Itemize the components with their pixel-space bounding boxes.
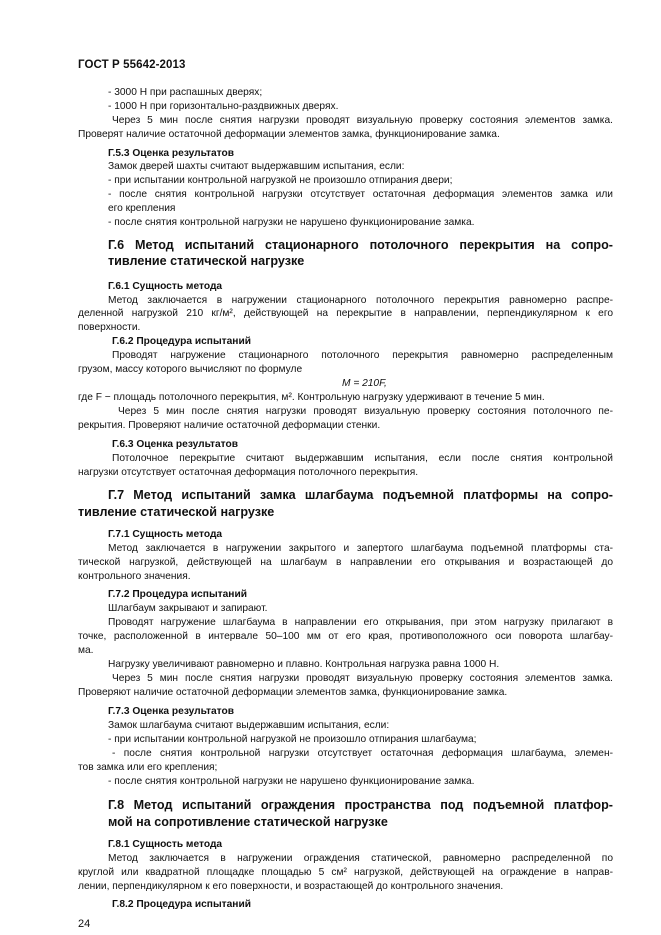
list-item: - при испытании контрольной нагрузкой не произошло отпирания шлагбаума; [108,734,477,745]
section-heading: тивление статической нагрузке [78,505,275,519]
paragraph-line: рекрытия. Проверяют наличие остаточной деформации стенки. [78,420,381,431]
paragraph-line: поверхности. [78,322,141,333]
page-number: 24 [78,918,91,930]
paragraph-line: контрольного значения. [78,571,191,582]
paragraph-line: Проверяют наличие остаточной деформации элементов замка, функционирование замка. [78,687,508,698]
paragraph-line: Потолочное перекрытие считают выдержавшим испытания, если после снятия контрольной [112,453,613,464]
list-item: - после снятия контрольной нагрузки отсутствует остаточная деформация шлагбаума, элемен- [112,748,613,759]
paragraph-line: грузом, массу которого вычисляют по формуле [78,364,303,375]
paragraph-line: Нагрузку увеличивают равномерно и плавно. Контрольная нагрузка равна 1000 Н. [108,659,500,670]
subsection-heading: Г.5.3 Оценка результатов [108,148,234,159]
paragraph-line: Проверят наличие остаточной деформации элементов замка, функционирование замка. [78,129,500,140]
subsection-heading: Г.7.3 Оценка результатов [108,706,234,717]
subsection-heading: Г.7.2 Процедура испытаний [108,589,247,600]
paragraph-line: Замок шлагбаума считают выдержавшим испытания, если: [108,720,390,731]
paragraph-line: Проводят нагружение шлагбаума в направлении его открывания, при этом нагрузку прилагают в [108,617,613,628]
list-item: - после снятия контрольной нагрузки отсутствует остаточная деформация элементов замка или [108,189,613,200]
formula: M = 210F, [342,378,387,389]
subsection-heading: Г.6.2 Процедура испытаний [112,336,251,347]
list-item: - 3000 Н при распашных дверях; [108,87,263,98]
section-heading: тивление статической нагрузке [108,254,305,268]
paragraph-line: лении, перпендикулярном к его поверхности, и возрастающей до контрольного значения. [78,881,504,892]
section-heading: мой на сопротивление статической нагрузке [108,815,388,829]
paragraph-line: точке, расположенной в интервале 50–100 мм от его края, противоположного оси поворота шлагбау- [78,631,613,642]
list-item: его крепления [108,203,176,214]
subsection-heading: Г.6.1 Сущность метода [108,281,223,292]
subsection-heading: Г.7.1 Сущность метода [108,529,223,540]
section-heading: Г.8 Метод испытаний ограждения пространства под подъемной платфор- [108,798,613,812]
list-item: - после снятия контрольной нагрузки не нарушено функционирование замка. [108,217,475,228]
paragraph-line: ма. [78,645,94,656]
paragraph-line: Проводят нагружение стационарного потолочного перекрытия равномерно распределенным [112,350,613,361]
list-item: - после снятия контрольной нагрузки не нарушено функционирование замка. [108,776,475,787]
subsection-heading: Г.6.3 Оценка результатов [112,439,238,450]
paragraph-line: Замок дверей шахты считают выдержавшим испытания, если: [108,161,405,172]
paragraph-line: нагрузки отсутствует остаточная деформация потолочного перекрытия. [78,467,419,478]
paragraph-line: тической нагрузкой, действующей на шлагбаум в направлении его открывания и возрастающей до [78,557,613,568]
paragraph-line: Метод заключается в нагружении закрытого и запертого шлагбаума подъемной платформы ста- [108,543,613,554]
list-item: тов замка или его крепления; [78,762,218,773]
list-item: - 1000 Н при горизонтально-раздвижных дверях. [108,101,339,112]
subsection-heading: Г.8.2 Процедура испытаний [112,899,251,910]
paragraph-line: круглой или квадратной площадке площадью 5 см² нагрузкой, действующей на ограждение в направ- [78,867,613,878]
paragraph-line: Метод заключается в нагружении стационарного потолочного перекрытия равномерно распре- [108,295,613,306]
paragraph-line: Через 5 мин после снятия нагрузки проводят визуальную проверку состояния элементов замка. [112,115,613,126]
paragraph-line: Через 5 мин после снятия нагрузки проводят визуальную проверку состояния потолочного пе- [118,406,613,417]
subsection-heading: Г.8.1 Сущность метода [108,839,223,850]
section-heading: Г.7 Метод испытаний замка шлагбаума подъемной платформы на сопро- [108,488,613,502]
paragraph-line: деленной нагрузкой 210 кг/м², действующей на перекрытие в направлении, перпендикулярном к его [78,308,613,319]
paragraph-line: Шлагбаум закрывают и запирают. [108,603,268,614]
paragraph-line: Метод заключается в нагружении ограждения статической, равномерно распределенной по [108,853,613,864]
paragraph-line: где F − площадь потолочного перекрытия, м². Контрольную нагрузку удерживают в течение 5 мин. [78,392,545,403]
list-item: - при испытании контрольной нагрузкой не произошло отпирания двери; [108,175,453,186]
document-header: ГОСТ Р 55642-2013 [78,59,186,71]
paragraph-line: Через 5 мин после снятия нагрузки проводят визуальную проверку состояния элементов замка. [112,673,613,684]
section-heading: Г.6 Метод испытаний стационарного потолочного перекрытия на сопро- [108,238,613,252]
